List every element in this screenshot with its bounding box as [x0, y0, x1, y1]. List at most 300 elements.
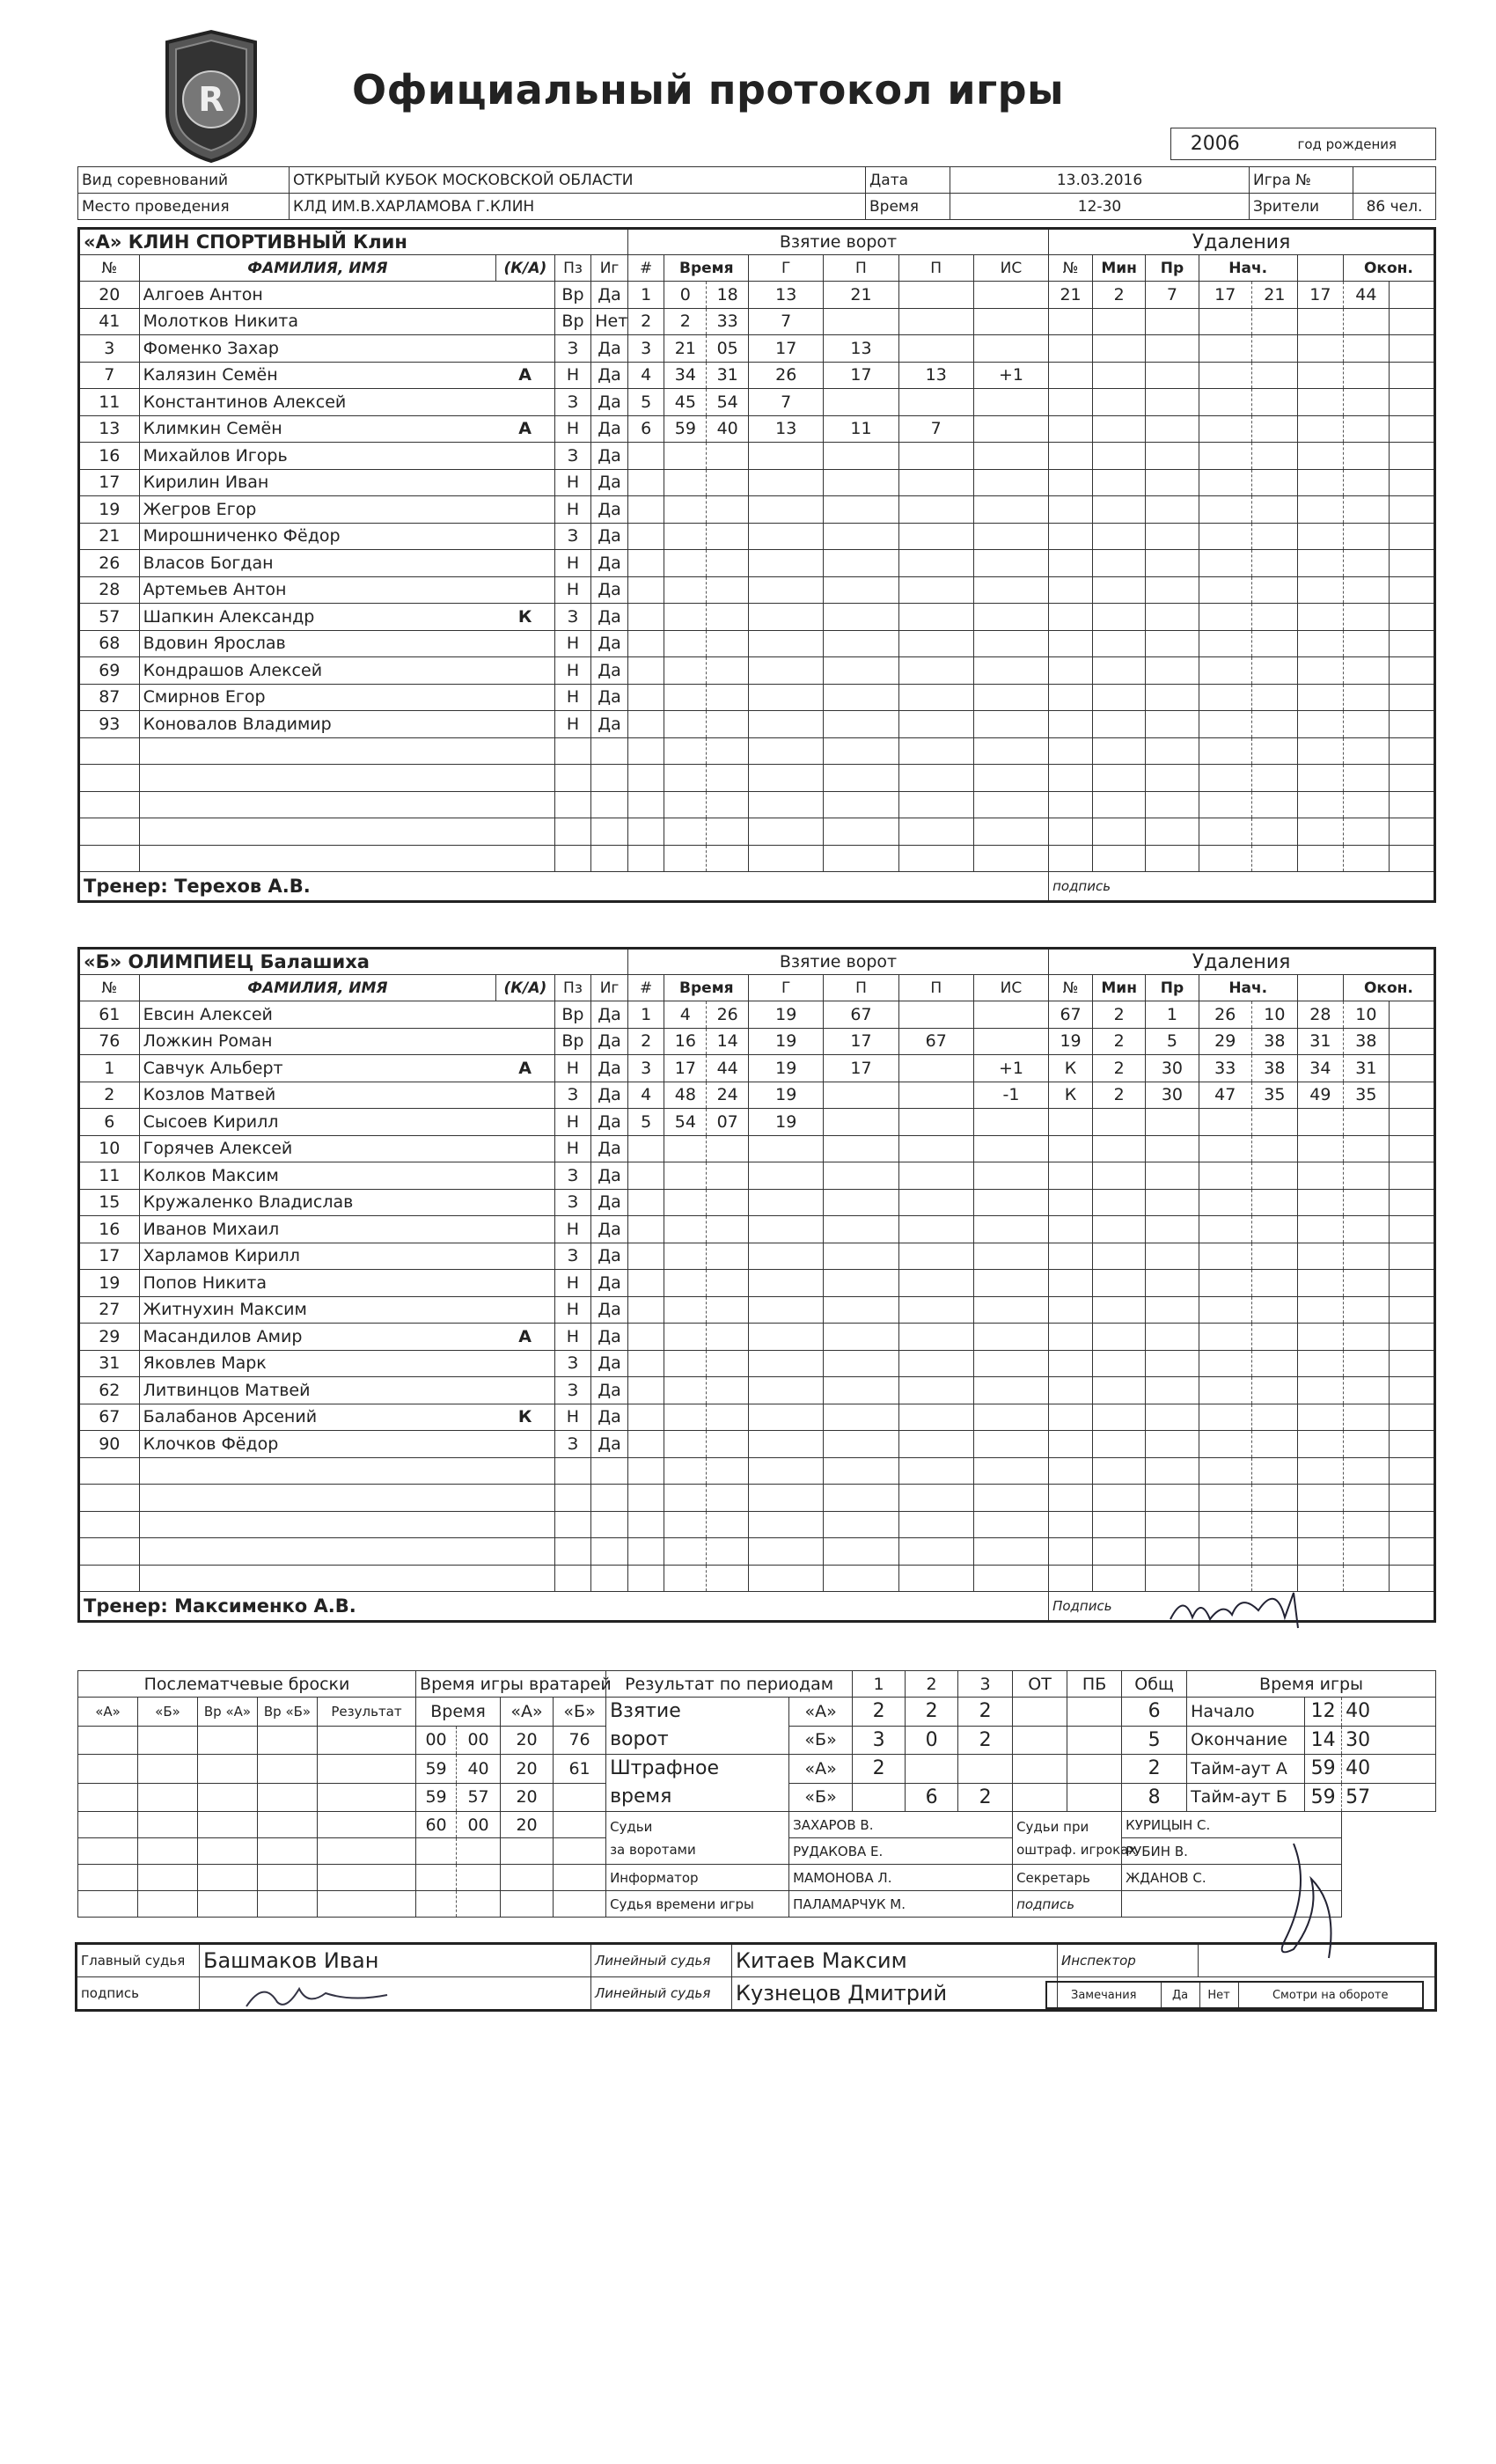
- game-end-mm: 14: [1305, 1726, 1342, 1755]
- remarks-label: Замечания: [1046, 1982, 1161, 2008]
- player-row: [79, 818, 1435, 846]
- penalty-start-min: 29: [1199, 1028, 1251, 1055]
- player-played: Да: [591, 550, 628, 577]
- line-ref-1: Китаев Максим: [732, 1944, 1058, 1977]
- col-assist-2: П: [898, 975, 973, 1001]
- goal-scorer: 19: [749, 1109, 824, 1136]
- team-b-section: [77, 947, 1436, 1623]
- goal-sec: 26: [707, 1001, 749, 1029]
- game-time-title: Время игры: [1187, 1671, 1436, 1698]
- pim-b-p1: [853, 1783, 906, 1812]
- player-name: Балабанов Арсений: [139, 1404, 496, 1431]
- player-position: Н: [554, 496, 591, 524]
- player-name: Ложкин Роман: [139, 1028, 496, 1055]
- player-name: Яковлев Марк: [139, 1350, 496, 1377]
- goal-no: 1: [627, 282, 664, 309]
- player-name: Горячев Алексей: [139, 1135, 496, 1162]
- competition-label: Вид соревнований: [78, 167, 290, 194]
- team-title: «Б» ОЛИМПИЕЦ Балашиха: [79, 949, 628, 975]
- player-name: Артемьев Антон: [139, 576, 496, 604]
- player-no: 87: [79, 684, 140, 711]
- penalty-min: 2: [1093, 1055, 1146, 1082]
- gk-row-mm: 00: [416, 1726, 457, 1755]
- penalty-reason: 30: [1146, 1082, 1199, 1109]
- goal-situation: [973, 389, 1048, 416]
- player-played: Да: [591, 1135, 628, 1162]
- penalty-min: 2: [1093, 1082, 1146, 1109]
- competition-value: ОТКРЫТЫЙ КУБОК МОСКОВСКОЙ ОБЛАСТИ: [290, 167, 866, 194]
- goal-assist-1: [824, 389, 898, 416]
- player-name: Кирилин Иван: [139, 469, 496, 496]
- goal-sec: 33: [707, 308, 749, 335]
- player-name: Козлов Матвей: [139, 1082, 496, 1109]
- line-ref-label-1: Линейный судья: [591, 1944, 732, 1977]
- penalty-start-sec: 10: [1251, 1001, 1297, 1029]
- player-row: [79, 765, 1435, 792]
- goal-sec: 40: [707, 415, 749, 443]
- player-played: Да: [591, 496, 628, 524]
- venue-value: КЛД ИМ.В.ХАРЛАМОВА Г.КЛИН: [290, 194, 866, 220]
- player-role: А: [496, 362, 555, 389]
- player-name: Харламов Кирилл: [139, 1243, 496, 1270]
- player-row: [79, 523, 1435, 550]
- player-row: [79, 1485, 1435, 1512]
- player-position: З: [554, 443, 591, 470]
- birth-year: 2006: [1171, 128, 1259, 160]
- player-position: Н: [554, 1135, 591, 1162]
- player-played: Да: [591, 1243, 628, 1270]
- col-goal-scorer: Г: [749, 975, 824, 1001]
- line-ref-2: Кузнецов Дмитрий: [732, 1977, 1058, 2011]
- player-row: [79, 1404, 1435, 1431]
- player-role: [496, 1270, 555, 1297]
- player-no: 41: [79, 308, 140, 335]
- player-no: 6: [79, 1109, 140, 1136]
- penalty-player: К: [1049, 1082, 1093, 1109]
- goal-scorer: 26: [749, 362, 824, 389]
- player-row: [79, 1431, 1435, 1458]
- penalty-end-sec: 10: [1343, 1001, 1389, 1029]
- player-role: [496, 1109, 555, 1136]
- player-played: Да: [591, 1404, 628, 1431]
- gk-row-ss: 00: [457, 1726, 501, 1755]
- player-no: 29: [79, 1324, 140, 1351]
- penalty-start-sec: 38: [1251, 1028, 1297, 1055]
- periods-title: Результат по периодам: [606, 1671, 853, 1698]
- goal-min: 2: [664, 308, 707, 335]
- penalty-end-sec: 44: [1343, 282, 1389, 309]
- col-ig: Иг: [591, 255, 628, 282]
- team-b-signature: [1162, 1575, 1338, 1637]
- goal-assist-2: [898, 335, 973, 363]
- player-name: Смирнов Егор: [139, 684, 496, 711]
- player-name: Алгоев Антон: [139, 282, 496, 309]
- player-role: [496, 523, 555, 550]
- player-played: Да: [591, 469, 628, 496]
- signature-label: Подпись: [1049, 1592, 1435, 1622]
- player-name: Масандилов Амир: [139, 1324, 496, 1351]
- secretary-label: Секретарь: [1013, 1865, 1122, 1891]
- gk-row-a: 20: [501, 1783, 554, 1812]
- player-position: З: [554, 1377, 591, 1404]
- col-no: №: [79, 255, 140, 282]
- pim-team-a: «А»: [789, 1755, 853, 1784]
- game-start-label: Начало: [1187, 1698, 1305, 1727]
- time-value: 12-30: [950, 194, 1250, 220]
- player-played: Да: [591, 389, 628, 416]
- goal-situation: -1: [973, 1082, 1048, 1109]
- game-end-ss: 30: [1342, 1726, 1436, 1755]
- signature-label: подпись: [1013, 1891, 1122, 1918]
- goal-no: 5: [627, 389, 664, 416]
- player-position: З: [554, 1243, 591, 1270]
- goal-no: 5: [627, 1109, 664, 1136]
- gk-row-ss: 00: [457, 1812, 501, 1838]
- player-row: [79, 1189, 1435, 1216]
- player-row: [79, 389, 1435, 416]
- col-goal-time: Время: [664, 975, 749, 1001]
- col-situation: ИС: [973, 975, 1048, 1001]
- player-row: [79, 1001, 1435, 1029]
- penalty-start-min: 47: [1199, 1082, 1251, 1109]
- venue-label: Место проведения: [78, 194, 290, 220]
- player-no: 67: [79, 1404, 140, 1431]
- line-ref-label-2: Линейный судья: [591, 1977, 732, 2011]
- player-name: Михайлов Игорь: [139, 443, 496, 470]
- player-row: [79, 1135, 1435, 1162]
- goal-scorer: 17: [749, 335, 824, 363]
- game-no-value: [1353, 167, 1436, 194]
- player-role: [496, 1028, 555, 1055]
- player-played: Да: [591, 630, 628, 657]
- gk-row-b: 76: [554, 1726, 606, 1755]
- player-row: [79, 1538, 1435, 1566]
- player-no: 21: [79, 523, 140, 550]
- player-row: [79, 1377, 1435, 1404]
- remarks-yes[interactable]: Да: [1161, 1982, 1199, 2008]
- player-no: 11: [79, 389, 140, 416]
- spectators-value: 86 чел.: [1353, 194, 1436, 220]
- goals-a-p3: 2: [958, 1698, 1013, 1727]
- gk-col-a: «А»: [501, 1698, 554, 1727]
- team-title: «А» КЛИН СПОРТИВНЫЙ Клин: [79, 229, 628, 255]
- player-role: [496, 282, 555, 309]
- player-played: Да: [591, 1001, 628, 1029]
- goal-judges-label: Судьи за воротами: [606, 1812, 789, 1865]
- player-row: [79, 1324, 1435, 1351]
- shootout-col-result: Результат: [318, 1698, 416, 1727]
- penalty-player: 21: [1049, 282, 1093, 309]
- goal-assist-1: [824, 1082, 898, 1109]
- player-played: Да: [591, 604, 628, 631]
- col-pen-no: №: [1049, 255, 1093, 282]
- player-row: [79, 711, 1435, 738]
- player-role: [496, 1135, 555, 1162]
- player-row: [79, 684, 1435, 711]
- goal-scorer: 19: [749, 1028, 824, 1055]
- player-played: Да: [591, 1216, 628, 1243]
- penalty-judges-label: Судьи при оштраф. игроках: [1013, 1812, 1122, 1865]
- col-pen-start: Нач.: [1199, 255, 1297, 282]
- player-row: [79, 1028, 1435, 1055]
- col-pz: Пз: [554, 975, 591, 1001]
- player-no: 76: [79, 1028, 140, 1055]
- timeout-b-mm: 59: [1305, 1783, 1342, 1812]
- col-ka: (К/А): [496, 255, 555, 282]
- gk-col-time: Время: [416, 1698, 501, 1727]
- player-played: Да: [591, 1055, 628, 1082]
- player-row: [79, 657, 1435, 685]
- penalty-judge-1: КУРИЦЫН С.: [1122, 1812, 1342, 1838]
- team-a-section: [77, 227, 1436, 903]
- goal-sec: 18: [707, 282, 749, 309]
- head-ref-signature-label: подпись: [77, 1977, 200, 2011]
- player-position: Н: [554, 684, 591, 711]
- gk-row-mm: 59: [416, 1755, 457, 1784]
- penalty-reason: 7: [1146, 282, 1199, 309]
- player-no: 31: [79, 1350, 140, 1377]
- informer-value: МАМОНОВА Л.: [789, 1865, 1013, 1891]
- federation-logo: [154, 25, 268, 165]
- goals-a-p1: 2: [853, 1698, 906, 1727]
- goal-assist-1: [824, 1109, 898, 1136]
- goal-assist-1: 17: [824, 362, 898, 389]
- gk-col-b: «Б»: [554, 1698, 606, 1727]
- goal-min: 0: [664, 282, 707, 309]
- remarks-cell: [1058, 1977, 1436, 2011]
- col-pen-reason: Пр: [1146, 255, 1199, 282]
- pim-label: Штрафное время: [606, 1755, 789, 1812]
- goal-min: 59: [664, 415, 707, 443]
- player-role: [496, 684, 555, 711]
- player-row: [79, 469, 1435, 496]
- player-played: Да: [591, 1028, 628, 1055]
- player-played: Да: [591, 1377, 628, 1404]
- player-no: 20: [79, 282, 140, 309]
- period-total-header: Общ: [1122, 1671, 1187, 1698]
- player-row: [79, 282, 1435, 309]
- penalty-end-sec: 31: [1343, 1055, 1389, 1082]
- player-role: [496, 630, 555, 657]
- col-goal-scorer: Г: [749, 255, 824, 282]
- player-row: [79, 1082, 1435, 1109]
- goals-team-b: «Б»: [789, 1726, 853, 1755]
- col-pen-reason: Пр: [1146, 975, 1199, 1001]
- player-played: Да: [591, 1189, 628, 1216]
- secretary-signature: [1258, 1835, 1364, 1967]
- timeout-a-mm: 59: [1305, 1755, 1342, 1784]
- col-goal-no: #: [627, 255, 664, 282]
- penalty-end-min: 28: [1297, 1001, 1343, 1029]
- secretary-value: ЖДАНОВ С.: [1122, 1865, 1342, 1891]
- player-position: З: [554, 1431, 591, 1458]
- goal-situation: [973, 308, 1048, 335]
- player-role: [496, 550, 555, 577]
- col-name: ФАМИЛИЯ, ИМЯ: [139, 975, 496, 1001]
- remarks-box: [1045, 1981, 1424, 2009]
- player-row: [79, 496, 1435, 524]
- player-no: 90: [79, 1431, 140, 1458]
- col-pen-start: Нач.: [1199, 975, 1297, 1001]
- player-played: Да: [591, 1296, 628, 1324]
- player-position: Н: [554, 1270, 591, 1297]
- player-no: 13: [79, 415, 140, 443]
- player-name: Кружаленко Владислав: [139, 1189, 496, 1216]
- col-pen-end: Окон.: [1343, 975, 1434, 1001]
- player-position: Н: [554, 711, 591, 738]
- player-row: [79, 1109, 1435, 1136]
- goals-b-p1: 3: [853, 1726, 906, 1755]
- player-name: Литвинцов Матвей: [139, 1377, 496, 1404]
- player-role: [496, 335, 555, 363]
- goal-min: 48: [664, 1082, 707, 1109]
- col-pen-min: Мин: [1092, 255, 1145, 282]
- header-info-table: [77, 166, 1436, 220]
- player-no: 19: [79, 1270, 140, 1297]
- goals-team-a: «А»: [789, 1698, 853, 1727]
- shootout-title: Послематчевые броски: [78, 1671, 416, 1698]
- goal-min: 54: [664, 1109, 707, 1136]
- timeout-a-ss: 40: [1342, 1755, 1436, 1784]
- col-assist-1: П: [824, 975, 898, 1001]
- player-no: 10: [79, 1135, 140, 1162]
- informer-label: Информатор: [606, 1865, 789, 1891]
- goals-a-p2: 2: [906, 1698, 958, 1727]
- player-played: Да: [591, 1270, 628, 1297]
- penalty-start-min: 17: [1199, 282, 1251, 309]
- teamA-table: [77, 227, 1436, 903]
- player-row: [79, 1457, 1435, 1485]
- goals-b-total: 5: [1122, 1726, 1187, 1755]
- goal-situation: [973, 335, 1048, 363]
- player-name: Молотков Никита: [139, 308, 496, 335]
- player-position: Н: [554, 1109, 591, 1136]
- goal-scorer: 19: [749, 1055, 824, 1082]
- player-no: 17: [79, 469, 140, 496]
- game-start-mm: 12: [1305, 1698, 1342, 1727]
- gk-title: Время игры вратарей: [416, 1671, 606, 1698]
- player-name: Колков Максим: [139, 1162, 496, 1190]
- player-no: 11: [79, 1162, 140, 1190]
- player-name: Савчук Альберт: [139, 1055, 496, 1082]
- timeout-a-label: Тайм-аут А: [1187, 1755, 1305, 1784]
- goal-no: 3: [627, 1055, 664, 1082]
- player-role: [496, 1082, 555, 1109]
- player-row: [79, 1055, 1435, 1082]
- penalties-title: Удаления: [1049, 949, 1435, 975]
- goals-a-pb: [1067, 1698, 1122, 1727]
- player-role: [496, 657, 555, 685]
- penalty-reason: 1: [1146, 1001, 1199, 1029]
- player-played: Да: [591, 415, 628, 443]
- col-goal-time: Время: [664, 255, 749, 282]
- player-position: З: [554, 335, 591, 363]
- period-pb-header: ПБ: [1067, 1671, 1122, 1698]
- player-role: [496, 469, 555, 496]
- player-role: К: [496, 1404, 555, 1431]
- col-assist-2: П: [898, 255, 973, 282]
- remarks-no[interactable]: Нет: [1199, 1982, 1238, 2008]
- player-position: Вр: [554, 308, 591, 335]
- player-no: 69: [79, 657, 140, 685]
- player-no: 16: [79, 443, 140, 470]
- goal-no: 6: [627, 415, 664, 443]
- player-played: Да: [591, 1350, 628, 1377]
- player-no: 17: [79, 1243, 140, 1270]
- player-position: З: [554, 1162, 591, 1190]
- head-ref-label: Главный судья: [77, 1944, 200, 1977]
- player-role: [496, 1243, 555, 1270]
- penalty-player: 67: [1049, 1001, 1093, 1029]
- game-start-ss: 40: [1342, 1698, 1436, 1727]
- player-role: [496, 443, 555, 470]
- goals-b-p2: 0: [906, 1726, 958, 1755]
- player-no: 2: [79, 1082, 140, 1109]
- player-position: З: [554, 1189, 591, 1216]
- player-no: 1: [79, 1055, 140, 1082]
- player-name: Власов Богдан: [139, 550, 496, 577]
- period-ot-header: ОТ: [1013, 1671, 1067, 1698]
- player-no: 19: [79, 496, 140, 524]
- goal-min: 21: [664, 335, 707, 363]
- goals-b-ot: [1013, 1726, 1067, 1755]
- birth-year-box: [1170, 128, 1436, 160]
- player-name: Кондрашов Алексей: [139, 657, 496, 685]
- player-role: [496, 711, 555, 738]
- goal-no: 4: [627, 362, 664, 389]
- player-row: [79, 308, 1435, 335]
- goals-a-ot: [1013, 1698, 1067, 1727]
- player-role: [496, 496, 555, 524]
- player-no: 16: [79, 1216, 140, 1243]
- penalty-start-min: 33: [1199, 1055, 1251, 1082]
- head-ref-signature-mark: [238, 1976, 414, 2015]
- pim-b-ot: [1013, 1783, 1067, 1812]
- goal-assist-2: [898, 282, 973, 309]
- goal-sec: 07: [707, 1109, 749, 1136]
- goal-min: 45: [664, 389, 707, 416]
- player-row: [79, 550, 1435, 577]
- player-position: Вр: [554, 1028, 591, 1055]
- player-played: Да: [591, 443, 628, 470]
- goal-assist-1: [824, 308, 898, 335]
- timekeeper-value: ПАЛАМАРЧУК М.: [789, 1891, 1013, 1918]
- goal-assist-1: 13: [824, 335, 898, 363]
- player-name: Калязин Семён: [139, 362, 496, 389]
- pim-a-p3: [958, 1755, 1013, 1784]
- shootout-col-gk-a: Вр «А»: [198, 1698, 258, 1727]
- player-played: Да: [591, 711, 628, 738]
- player-played: Да: [591, 335, 628, 363]
- player-no: 3: [79, 335, 140, 363]
- player-position: З: [554, 1082, 591, 1109]
- goal-scorer: 13: [749, 282, 824, 309]
- player-row: [79, 415, 1435, 443]
- shootout-col-b: «Б»: [138, 1698, 198, 1727]
- penalty-min: 2: [1092, 282, 1145, 309]
- shootout-col-gk-b: Вр «Б»: [258, 1698, 318, 1727]
- player-row: [79, 576, 1435, 604]
- goals-b-p3: 2: [958, 1726, 1013, 1755]
- goal-no: 4: [627, 1082, 664, 1109]
- player-row: [79, 443, 1435, 470]
- player-position: Н: [554, 550, 591, 577]
- goal-assist-2: [898, 1001, 973, 1029]
- svg-text:R: R: [198, 80, 224, 119]
- player-played: Да: [591, 1109, 628, 1136]
- player-played: Да: [591, 657, 628, 685]
- birth-year-label: год рождения: [1259, 128, 1436, 160]
